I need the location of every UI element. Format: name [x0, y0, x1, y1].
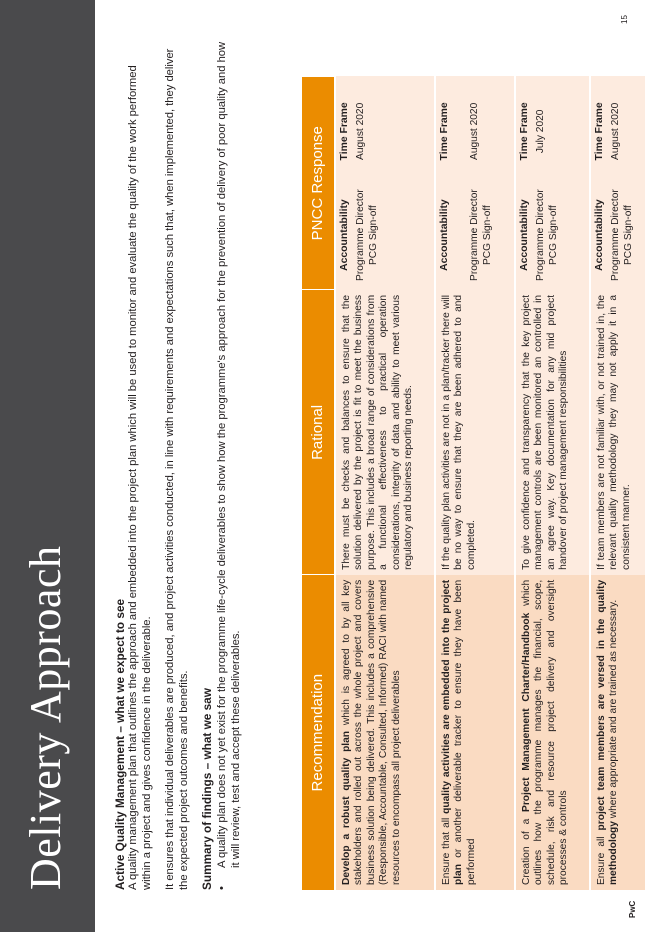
recommendations-table [302, 76, 645, 890]
accountability-label: Accountability [339, 199, 350, 271]
recommendation-prefix: Creation of a [521, 811, 532, 885]
recommendation-cell [590, 575, 645, 890]
table-row [335, 77, 435, 891]
recommendation-bold: project team members are versed in the quality methodology [596, 579, 620, 885]
pncc-response-cell [335, 77, 435, 290]
page-title: Delivery Approach [21, 545, 70, 890]
accountability-label: Accountability [519, 199, 530, 271]
recommendation-text: which outlines how the programme manages the financial, scope, schedule, risk and resource project delivery and oversight processes & controls [521, 579, 570, 885]
rational-cell: If the quality plan activities are not in a plan/tracker there will be no way to ensure that they are been adhered to and completed. [435, 290, 515, 575]
timeframe-value: August 2020 [469, 102, 481, 160]
rational-cell: There must be checks and balances to ensure that the solution delivered by the project is fit to meet the business purpose. This includes a broad range of considerations from a functional effectiveness to practical operation considerations, integrity of data and ability to meet various regulatory and business reporting needs. [335, 290, 435, 575]
table-row [590, 77, 645, 891]
page-number: 15 [620, 15, 629, 24]
timeframe-label: Time Frame [519, 102, 530, 161]
accountability-value: Programme Director PCG Sign-off [469, 189, 493, 281]
section-heading-expect: Active Quality Management – what we expect to see [113, 598, 127, 890]
title-band [0, 0, 95, 932]
recommendation-bold: Develop a robust quality plan [341, 730, 352, 885]
findings-bullet-text: A quality plan does not yet exist for the programme life-cycle deliverables to show how the programme's approach for the prevention of delivery of poor quality and how it will review, test and accept these deliverables. [216, 41, 242, 868]
table-header-row [302, 77, 335, 891]
accountability-value: Programme Director PCG Sign-off [535, 189, 559, 281]
pncc-response-cell [590, 77, 645, 290]
recommendation-text: where appropriate and are trained as necessary. [608, 599, 620, 822]
recommendation-bold: Project Management Charter/Handbook [521, 612, 532, 812]
timeframe-label: Time Frame [339, 102, 350, 161]
table-row [515, 77, 590, 891]
recommendation-cell [515, 575, 590, 890]
findings-bullet [216, 38, 243, 890]
recommendation-prefix: Ensure that all [441, 813, 452, 885]
recommendation-cell [335, 575, 435, 890]
timeframe-value: August 2020 [610, 102, 622, 160]
expect-paragraph-1: A quality management plan that outlines the approach and embedded into the project plan which will be used to monitor and evaluate the quality of the work performed within a project and gives confidence in the deliverable. [127, 65, 153, 890]
recommendation-cell [435, 575, 515, 890]
timeframe-value: August 2020 [355, 102, 367, 160]
recommendation-bold: quality activities are embedded into the project plan [441, 579, 465, 885]
pncc-response-cell [515, 77, 590, 290]
accountability-label: Accountability [594, 199, 605, 271]
header-pncc-response: PNCC Response [302, 77, 335, 290]
rational-cell: To give confidence and transparency that the key project management controls are been monitored an controlled in an agree way. Key documentation for any mid project handover of project management responsibilities [515, 290, 590, 575]
table-row [435, 77, 515, 891]
accountability-value: Programme Director PCG Sign-off [610, 189, 634, 281]
accountability-label: Accountability [439, 199, 450, 271]
accountability-value: Programme Director PCG Sign-off [355, 189, 379, 281]
bullet-icon: • [216, 886, 229, 890]
brand-footer: PwC [628, 900, 637, 918]
header-recommendation: Recommendation [302, 575, 335, 890]
header-rational: Rational [302, 290, 335, 575]
recommendation-prefix: Ensure all [596, 830, 607, 885]
expect-paragraph-2: It ensures that individual deliverables are produced, and project activities conducted, in line with requirements and expectations such that, when implemented, they deliver the expected project outcomes and benefits. [164, 48, 190, 890]
intro-text [114, 38, 243, 890]
pncc-response-cell [435, 77, 515, 290]
timeframe-value: July 2020 [535, 109, 547, 154]
recommendation-text: or another deliverable tracker to ensure they have been performed [453, 579, 477, 885]
rational-cell: If team members are not familiar with, or not trained in, the relevant quality methodology they may not apply it in a consistent manner. [590, 290, 645, 575]
timeframe-label: Time Frame [594, 102, 605, 161]
section-heading-findings: Summary of findings – what we saw [200, 688, 215, 890]
recommendation-text: which is agreed to by all key stakeholders and rolled out across the whole project and covers business solution being delivered. This includes a comprehensive (Responsible, Accountable, Consulted, Informed) RACI with named resources to encompass all project deliverables [341, 579, 402, 885]
timeframe-label: Time Frame [439, 102, 450, 161]
